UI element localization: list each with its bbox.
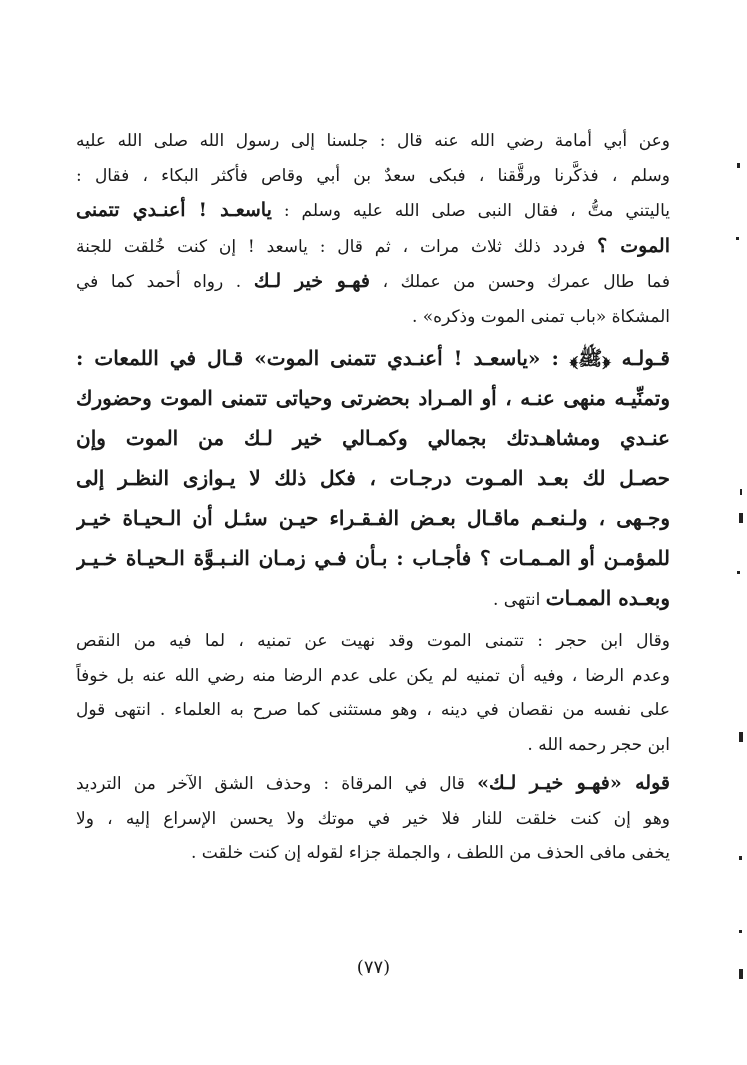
text-segment: للمؤمـن أو المـمـات ؟ فأجـاب : بـأن فـي زمـان النـبـوَّة الـحيـاة خـيـر [76, 546, 670, 570]
bold-segment: وبعـده الممـات [545, 586, 670, 610]
text-line [76, 378, 670, 418]
text-line [76, 836, 670, 871]
text-line [76, 418, 670, 458]
scan-mark [739, 930, 742, 933]
text-line [76, 229, 670, 265]
text-segment: ابن حجر رحمه الله . [527, 734, 670, 755]
text-line [76, 659, 670, 694]
text-segment: انتهى . [492, 590, 546, 610]
text-line [76, 693, 670, 728]
page-number: (٧٧) [356, 957, 391, 978]
text-line [76, 624, 670, 659]
text-line [76, 159, 670, 194]
text-line [76, 264, 670, 300]
text-segment: حصـل لك بعـد المـوت درجـات ، فكل ذلك لا يـوازى النظـر إلى [76, 466, 670, 490]
text-line [76, 124, 670, 159]
text-segment: وتمنِّيـه منهى عنـه ، أو المـراد بحضرتى وحياتى تتمنى الموت وحضورك [76, 386, 670, 410]
text-segment: . رواه أحمد كما في [76, 272, 254, 292]
bold-segment: فهـو خير لـك [253, 270, 370, 292]
text-segment: على نفسه من نقصان في دينه ، وهو مستثنى كما صرح به العلماء . انتهى قول [76, 700, 670, 720]
text-line [76, 458, 670, 498]
page-body [76, 124, 670, 871]
text-segment: فردد ذلك ثلاث مرات ، ثم قال : ياسعد ! إن كنت خُلقت للجنة [76, 236, 598, 257]
text-segment: المشكاة «باب تمنى الموت وذكره» . [411, 306, 670, 327]
bold-segment: ياسعـد ! أعنـدي تتمنى [76, 199, 272, 221]
scan-mark [737, 571, 740, 574]
text-segment: ياليتني متُّ ، فقال النبى صلى الله عليه وسلم : [271, 201, 670, 221]
scan-mark [737, 163, 740, 168]
paragraph [76, 338, 670, 620]
scan-mark [739, 513, 743, 523]
bold-segment: الموت ؟ [597, 234, 670, 257]
scan-mark [736, 237, 739, 240]
paragraph [76, 766, 670, 871]
scan-mark [739, 969, 743, 979]
text-line [76, 728, 670, 763]
text-line [76, 300, 670, 335]
text-segment: وعن أبي أمامة رضي الله عنه قال : جلسنا إلى رسول الله صلى الله عليه [76, 131, 670, 151]
text-segment: وعدم الرضا ، وفيه أن تمنيه لم يكن على عدم الرضا منه رضي الله عنه بل خوفاً [76, 665, 670, 686]
text-segment: يخفى مافى الحذف من اللطف ، والجملة جزاء لقوله إن كنت خلقت . [190, 843, 670, 863]
text-line [76, 802, 670, 837]
text-segment: وقال ابن حجر : تتمنى الموت وقد نهيت عن تمنيه ، لما فيه من النقص [76, 631, 670, 651]
text-segment: وسلم ، فذكَّرنا ورقَّقنا ، فبكى سعدٌ بن أبي وقاص فأكثر البكاء ، فقال : [76, 165, 670, 186]
text-segment: قـولـه ﴿ﷺ﴾ : «ياسعـد ! أعنـدي تتمنى الموت» قـال في اللمعات : [76, 346, 670, 370]
scan-mark [740, 489, 742, 495]
text-segment: عنـدي ومشاهـدتك بجمالي وكمـالي خير لـك من الموت وإن [76, 426, 670, 450]
text-line [76, 578, 670, 620]
text-segment: فما طال عمرك وحسن من عملك ، [369, 272, 670, 292]
scan-mark [739, 732, 743, 742]
paragraph [76, 624, 670, 762]
text-line [76, 193, 670, 229]
text-segment: وجـهى ، ولـنعـم ماقـال بعـض الفـقـراء حيـن سئـل أن الـحيـاة خيـر [76, 506, 670, 530]
text-line [76, 338, 670, 378]
text-line [76, 538, 670, 578]
text-segment: قال في المرقاة : وحذف الشق الآخر من الترديد [76, 774, 478, 794]
scan-mark [739, 856, 742, 860]
text-segment: وهو إن كنت خلقت للنار فلا خير في موتك ولا يحسن الإسراع إليه ، ولا [76, 808, 670, 829]
bold-segment: قوله «فهـو خيـر لـك» [477, 772, 670, 794]
text-line [76, 766, 670, 802]
paragraph [76, 124, 670, 334]
text-line [76, 498, 670, 538]
